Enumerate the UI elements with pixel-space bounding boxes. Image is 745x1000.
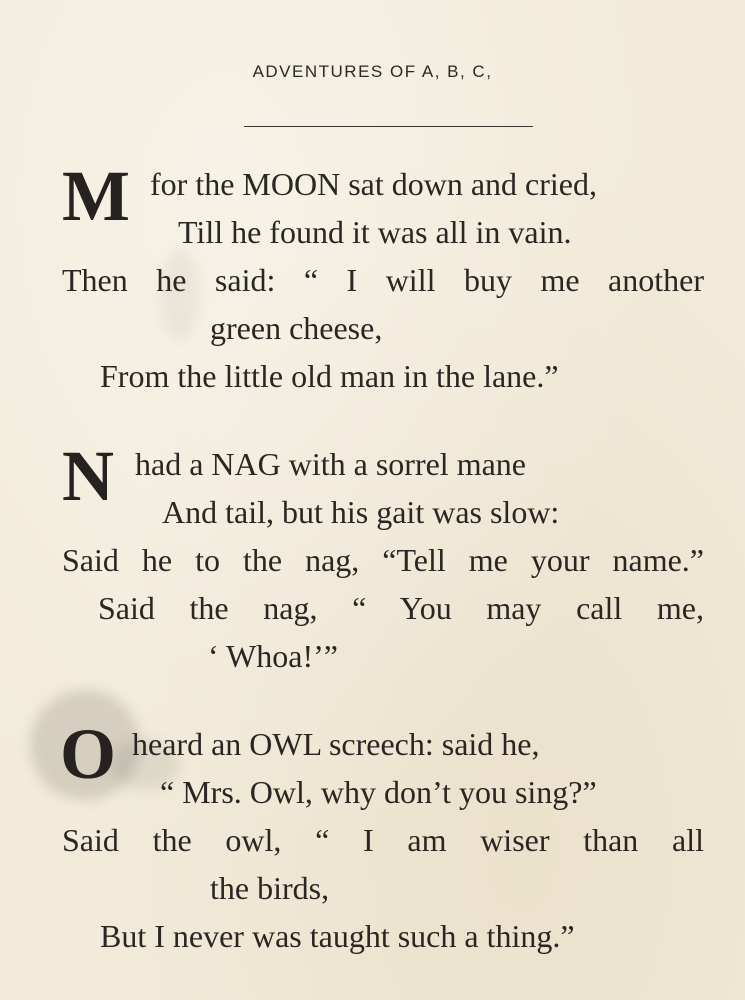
- verse-line: ‘ Whoa!’”: [208, 638, 338, 674]
- verse-line: From the little old man in the lane.”: [100, 358, 559, 394]
- header-divider: [244, 126, 533, 127]
- drop-cap-o: O: [60, 714, 117, 794]
- verse-line: had a NAG with a sorrel mane: [135, 446, 526, 482]
- verse-line: green cheese,: [210, 310, 383, 346]
- verse-line: the birds,: [210, 870, 330, 906]
- drop-cap-n: N: [62, 436, 114, 516]
- verse-line: for the MOON sat down and cried,: [150, 166, 597, 202]
- verse-line: heard an OWL screech: said he,: [132, 726, 540, 762]
- verse-line: But I never was taught such a thing.”: [100, 918, 575, 954]
- verse-line: “ Mrs. Owl, why don’t you sing?”: [160, 774, 597, 810]
- verse-line: Said the owl, “ I am wiser than all: [62, 822, 704, 858]
- verse-line: Till he found it was all in vain.: [178, 214, 572, 250]
- verse-line: Then he said: “ I will buy me another: [62, 262, 704, 298]
- verse-line: Said the nag, “ You may call me,: [98, 590, 704, 626]
- verse-line: Said he to the nag, “Tell me your name.”: [62, 542, 704, 578]
- verse-line: And tail, but his gait was slow:: [162, 494, 560, 530]
- page-header: ADVENTURES OF A, B, C,: [252, 62, 493, 81]
- drop-cap-m: M: [62, 156, 130, 236]
